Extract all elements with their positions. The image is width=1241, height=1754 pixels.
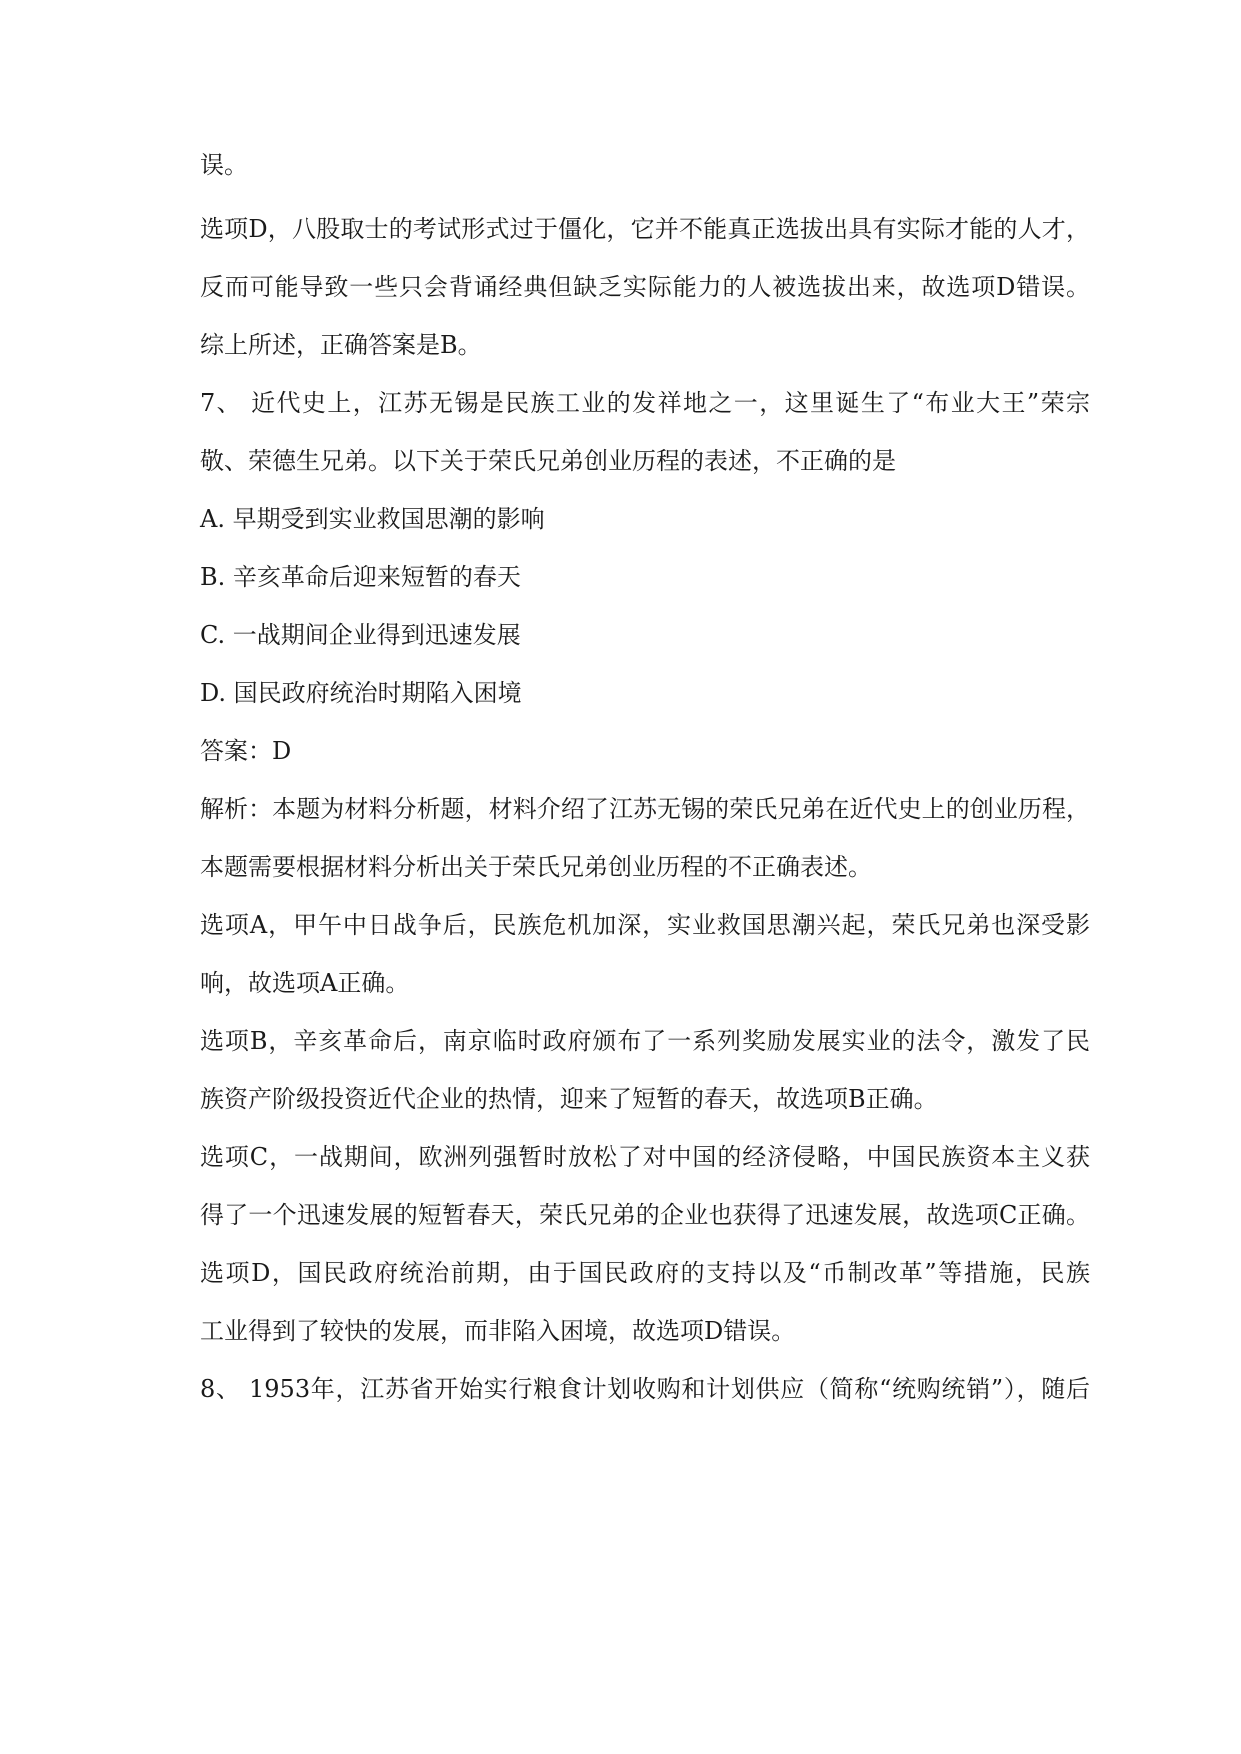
- option-a: A. 早期受到实业救国思潮的影响: [200, 505, 545, 533]
- text-line: 选项D，八股取士的考试形式过于僵化，它并不能真正选拔出具有实际才能的人才，: [200, 215, 1090, 243]
- option-b: B. 辛亥革命后迎来短暂的春天: [200, 563, 521, 591]
- text-line: 选项D，国民政府统治前期，由于国民政府的支持以及“币制改革”等措施，民族: [200, 1259, 1090, 1287]
- text-line: 得了一个迅速发展的短暂春天，荣氏兄弟的企业也获得了迅速发展，故选项C正确。: [200, 1201, 1090, 1229]
- text-line: 反而可能导致一些只会背诵经典但缺乏实际能力的人被选拔出来，故选项D错误。: [200, 273, 1090, 301]
- option-c: C. 一战期间企业得到迅速发展: [200, 621, 521, 649]
- question-8-line-1: 8、 1953年，江苏省开始实行粮食计划收购和计划供应（简称“统购统销”），随后: [200, 1375, 1090, 1403]
- question-7-line-2: 敬、荣德生兄弟。以下关于荣氏兄弟创业历程的表述，不正确的是: [200, 447, 896, 475]
- text-line: 工业得到了较快的发展，而非陷入困境，故选项D错误。: [200, 1317, 796, 1345]
- analysis-line-1: 解析：本题为材料分析题，材料介绍了江苏无锡的荣氏兄弟在近代史上的创业历程，: [200, 795, 1090, 823]
- text-line: 综上所述，正确答案是B。: [200, 331, 482, 359]
- text-line: 族资产阶级投资近代企业的热情，迎来了短暂的春天，故选项B正确。: [200, 1085, 938, 1113]
- question-7-line-1: 7、 近代史上，江苏无锡是民族工业的发祥地之一，这里诞生了“布业大王”荣宗: [200, 389, 1090, 417]
- text-line: 选项A，甲午中日战争后，民族危机加深，实业救国思潮兴起，荣氏兄弟也深受影: [200, 911, 1090, 939]
- answer-line: 答案：D: [200, 737, 292, 765]
- text-line: 误。: [200, 151, 248, 179]
- analysis-line-2: 本题需要根据材料分析出关于荣氏兄弟创业历程的不正确表述。: [200, 853, 872, 881]
- text-line: 选项C，一战期间，欧洲列强暂时放松了对中国的经济侵略，中国民族资本主义获: [200, 1143, 1090, 1171]
- text-line: 响，故选项A正确。: [200, 969, 410, 997]
- text-line: 选项B，辛亥革命后，南京临时政府颁布了一系列奖励发展实业的法令，激发了民: [200, 1027, 1090, 1055]
- option-d: D. 国民政府统治时期陷入困境: [200, 679, 522, 707]
